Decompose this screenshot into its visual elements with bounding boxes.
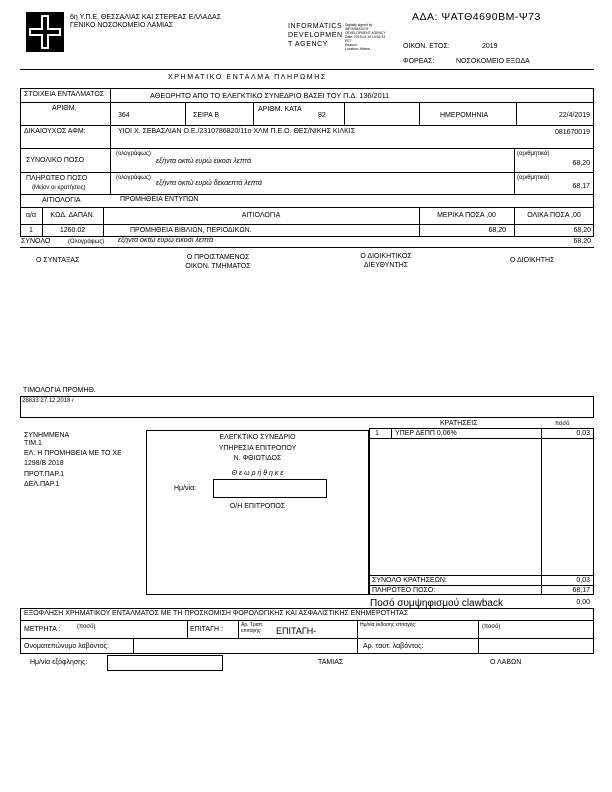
stamp-line-2: DEVELOPMEN bbox=[288, 32, 343, 39]
synoliko-olografws: (ολογράφως) bbox=[116, 151, 151, 157]
metrita-label: ΜΕΤΡΗΤΑ : bbox=[24, 626, 61, 633]
hmerominia-label: ΗΜΕΡΟΜΗΝΙΑ bbox=[440, 112, 489, 119]
synolo-label: ΣΥΝΟΛΟ bbox=[21, 238, 51, 245]
synoliko-num: 68,20 bbox=[572, 160, 590, 167]
col-aa: α/α bbox=[25, 212, 37, 219]
onomatep-label: Ονοματεπώνυμο λαβόντος: bbox=[24, 643, 109, 650]
deduction-amount: 0,03 bbox=[576, 430, 590, 437]
epitagi-value: ΕΠΙΤΑΓΗ- bbox=[276, 626, 317, 636]
hmerominia-value: 22/4/2019 bbox=[558, 112, 590, 119]
arithm-kata-value: 82 bbox=[318, 112, 326, 119]
arithm-label: ΑΡΙΘΜ. bbox=[52, 105, 77, 112]
poso-sub: (ποσό) bbox=[482, 624, 501, 630]
hmerom-label: Ημ/νία έκδοσης επιταγής: bbox=[360, 622, 417, 628]
stoixeia-value: ΑΘΕΩΡΗΤΟ ΑΠΟ ΤΟ ΕΛΕΓΚΤΙΚΟ ΣΥΝΕΔΡΙΟ ΒΑΣΕΙ ΤΟΥ Π.Δ. 136/2011 bbox=[150, 91, 390, 100]
document-title: ΧΡΗΜΑΤΙΚΟ ΕΝΤΑΛΜΑ ΠΛΗΡΩΜΗΣ bbox=[168, 74, 327, 81]
dikaiouxos-value: ΥΙΟΙ Χ. ΣΕΒΑΣΛΙΑΝ Ο.Ε./2310786820/11ο ΧΛΜ Π.Ε.Ο. ΘΕΣ/ΝΙΚΗΣ ΚΙΛΚΙΣ bbox=[118, 128, 356, 135]
sig-syntaksas: Ο ΣΥΝΤΑΞΑΣ bbox=[36, 257, 80, 264]
row-merika: 68,20 bbox=[488, 227, 506, 234]
row-aa: 1 bbox=[29, 227, 33, 234]
arithm-value: 364 bbox=[118, 112, 130, 119]
deductions-box bbox=[369, 428, 594, 595]
invoice-label: ΤΙΜΟΛΟΓΙΑ ΠΡΟΜΗΘ. bbox=[23, 387, 96, 394]
row-olika: 68,20 bbox=[573, 227, 591, 234]
pliroteo-sub: (Μείον οι κρατήσεις) bbox=[32, 185, 86, 191]
invoice-value: 28833 27.12.2018 / bbox=[22, 398, 74, 404]
pliroteo-label: ΠΛΗΡΩΤΕΟ ΠΟΣΟ bbox=[26, 175, 88, 182]
oikon-etos-value: 2019 bbox=[482, 43, 498, 50]
audit-line-1: ΕΛΕΓΚΤΙΚΟ ΣΥΝΕΔΡΙΟ bbox=[219, 434, 296, 441]
deductions-synolo-value: 0,03 bbox=[576, 577, 590, 584]
org-line-1: 6η Υ.Π.Ε. ΘΕΣΣΑΛΙΑΣ ΚΑΙ ΣΤΕΡΕΑΣ ΕΛΛΑΔΑΣ bbox=[70, 14, 222, 21]
sig-proistamenos-2: ΟΙΚΟΝ. ΤΜΗΜΑΤΟΣ bbox=[185, 263, 251, 270]
deductions-pliroteo-label: ΠΛΗΡΩΤΕΟ ΠΟΣΟ: bbox=[372, 587, 436, 594]
col-olika: ΟΛΙΚΑ ΠΟΣΑ ,00 bbox=[527, 212, 581, 219]
ada-code: ΑΔΑ: ΨΑΤΘ4690ΒΜ-Ψ73 bbox=[412, 11, 541, 23]
audit-date-label: Ημ/νία: bbox=[174, 485, 197, 492]
stamp-small-text: Digitally signed by INFORMATICS DEVELOPMENT AGENCY Date: 2019.01.10 13:52:33 EET Reason: Location: Athens bbox=[345, 23, 386, 51]
synolo-words: εξήντα οκτώ ευρώ είκοσι λεπτά bbox=[118, 237, 214, 244]
stamp-line-3: T AGENCY bbox=[288, 41, 329, 48]
sig-proistamenos-1: Ο ΠΡΟΙΣΤΑΜΕΝΟΣ bbox=[186, 254, 250, 261]
synolo-num: 68,20 bbox=[573, 238, 591, 245]
clawback-label: Ποσό συμψηφισμού clawback bbox=[370, 598, 503, 609]
stamp-line-1: INFORMATICS bbox=[288, 23, 343, 30]
lavon-label: Ο ΛΑΒΩΝ bbox=[490, 659, 522, 666]
signature-stamp bbox=[288, 23, 388, 55]
invoice-box bbox=[20, 396, 594, 418]
synoliko-arithmitika: (αριθμητικά) bbox=[517, 151, 550, 157]
pliroteo-olografws: (ολογράφως) bbox=[116, 175, 151, 181]
arithm-kata-label: ΑΡΙΘΜ. ΚΑΤΑ bbox=[258, 106, 302, 113]
deduction-label: ΥΠΕΡ ΔΕΠΠ 0,06% bbox=[395, 430, 457, 437]
deductions-synolo-label: ΣΥΝΟΛΟ ΚΡΑΤΗΣΕΩΝ: bbox=[372, 577, 447, 584]
dikaiouxos-label: ΔΙΚΑΙΟΥΧΟΣ ΑΦΜ: bbox=[24, 128, 86, 135]
pliroteo-num: 68,17 bbox=[572, 183, 590, 190]
col-kod: ΚΩΔ. ΔΑΠΑΝ. bbox=[50, 212, 95, 219]
synoliko-words: εξήντα οκτώ ευρώ είκοσι λεπτά bbox=[156, 158, 252, 165]
deductions-header: ΚΡΑΤΗΣΕΙΣ bbox=[440, 420, 478, 427]
header-divider bbox=[20, 69, 594, 70]
ar-taut-label: Αρ. ταυτ. λαβόντος: bbox=[363, 643, 424, 650]
sig-dioikitikos-1: Ο ΔΙΟΙΚΗΤΙΚΟΣ bbox=[360, 253, 412, 260]
col-merika: ΜΕΡΙΚΑ ΠΟΣΑ ,00 bbox=[437, 212, 496, 219]
foreas-label: ΦΟΡΕΑΣ: bbox=[403, 58, 435, 65]
org-line-2: ΓΕΝΙΚΟ ΝΟΣΟΚΟΜΕΙΟ ΛΑΜΙΑΣ bbox=[70, 22, 174, 29]
deductions-poso-label: ποσό bbox=[555, 421, 570, 427]
sig-dioikitis: Ο ΔΙΟΙΚΗΤΗΣ bbox=[510, 257, 555, 264]
payment-header: ΕΞΟΦΛΗΣΗ ΧΡΗΜΑΤΙΚΟΥ ΕΝΤΑΛΜΑΤΟΣ ΜΕ ΤΗ ΠΡΟΣΚΟΜΙΣΗ ΦΟΡΟΛΟΓΙΚΗΣ ΚΑΙ ΑΣΦΑΛΙΣΤΙΚΗΣ ΕΝΗΜΕΡΟΤΗΤΑΣ bbox=[24, 610, 409, 617]
aitiologia-label: ΑΙΤΙΟΛΟΓΙΑ bbox=[42, 197, 81, 204]
row-aitiologia: ΠΡΟΜΗΘΕΙΑ ΒΙΒΛΙΩΝ, ΠΕΡΙΟΔΙΚΩΝ. bbox=[130, 227, 252, 234]
hospital-logo bbox=[26, 12, 64, 52]
synolo-olografws: (Ολογράφως) bbox=[68, 239, 105, 245]
audit-line-2: ΥΠΗΡΕΣΙΑ ΕΠΙΤΡΟΠΟΥ bbox=[218, 445, 297, 452]
deduction-no: 1 bbox=[375, 430, 379, 437]
hmnia-eksoflisis-label: Ημ/νία εξόφλησης: bbox=[30, 659, 88, 666]
stoixeia-label: ΣΤΟΙΧΕΙΑ ΕΝΤΑΛΜΑΤΟΣ bbox=[24, 91, 105, 98]
hmnia-eksoflisis-field[interactable] bbox=[107, 655, 223, 671]
sig-dioikitikos-2: ΔΙΕΥΘΥΝΤΗΣ bbox=[363, 262, 409, 269]
audit-theorithike: Θ ε ω ρ ή θ η κ ε bbox=[231, 470, 284, 477]
audit-line-3: Ν. ΦΘΙΩΤΙΔΟΣ bbox=[233, 455, 282, 462]
ar-trap-label: Αρ. Τραπ. επιταγής: bbox=[241, 622, 264, 634]
row-kod: 1260.02 bbox=[59, 227, 86, 234]
audit-date-field[interactable] bbox=[213, 479, 327, 498]
col-aitiologia: ΑΙΤΙΟΛΟΓΙΑ bbox=[241, 212, 281, 219]
synoliko-label: ΣΥΝΟΛΙΚΟ ΠΟΣΟ bbox=[26, 157, 85, 164]
deductions-pliroteo-value: 68,17 bbox=[572, 587, 590, 594]
pliroteo-words: εξήντα οκτώ ευρώ δεκαεπτά λεπτά bbox=[156, 180, 263, 187]
metrita-sub: (ποσό) bbox=[77, 624, 96, 630]
epitagi-label: ΕΠΙΤΑΓΗ : bbox=[190, 626, 223, 633]
seira-label: ΣΕΙΡΑ Β bbox=[193, 112, 219, 119]
dikaiouxos-afm: 081670019 bbox=[554, 129, 590, 136]
pliroteo-arithmitika: (αριθμητικά) bbox=[517, 175, 550, 181]
foreas-value: ΝΟΣΟΚΟΜΕΙΟ ΕΞΩΔΑ bbox=[456, 58, 530, 65]
audit-epitropos: Ο/Η ΕΠΙΤΡΟΠΟΣ bbox=[229, 503, 286, 510]
clawback-value: 0,00 bbox=[576, 599, 590, 606]
aitiologia-value: ΠΡΟΜΗΘΕΙΑ ΕΝΤΥΠΩΝ bbox=[120, 196, 199, 203]
oikon-etos-label: ΟΙΚΟΝ. ΕΤΟΣ: bbox=[403, 43, 450, 50]
tamias-label: ΤΑΜΙΑΣ bbox=[318, 659, 344, 666]
